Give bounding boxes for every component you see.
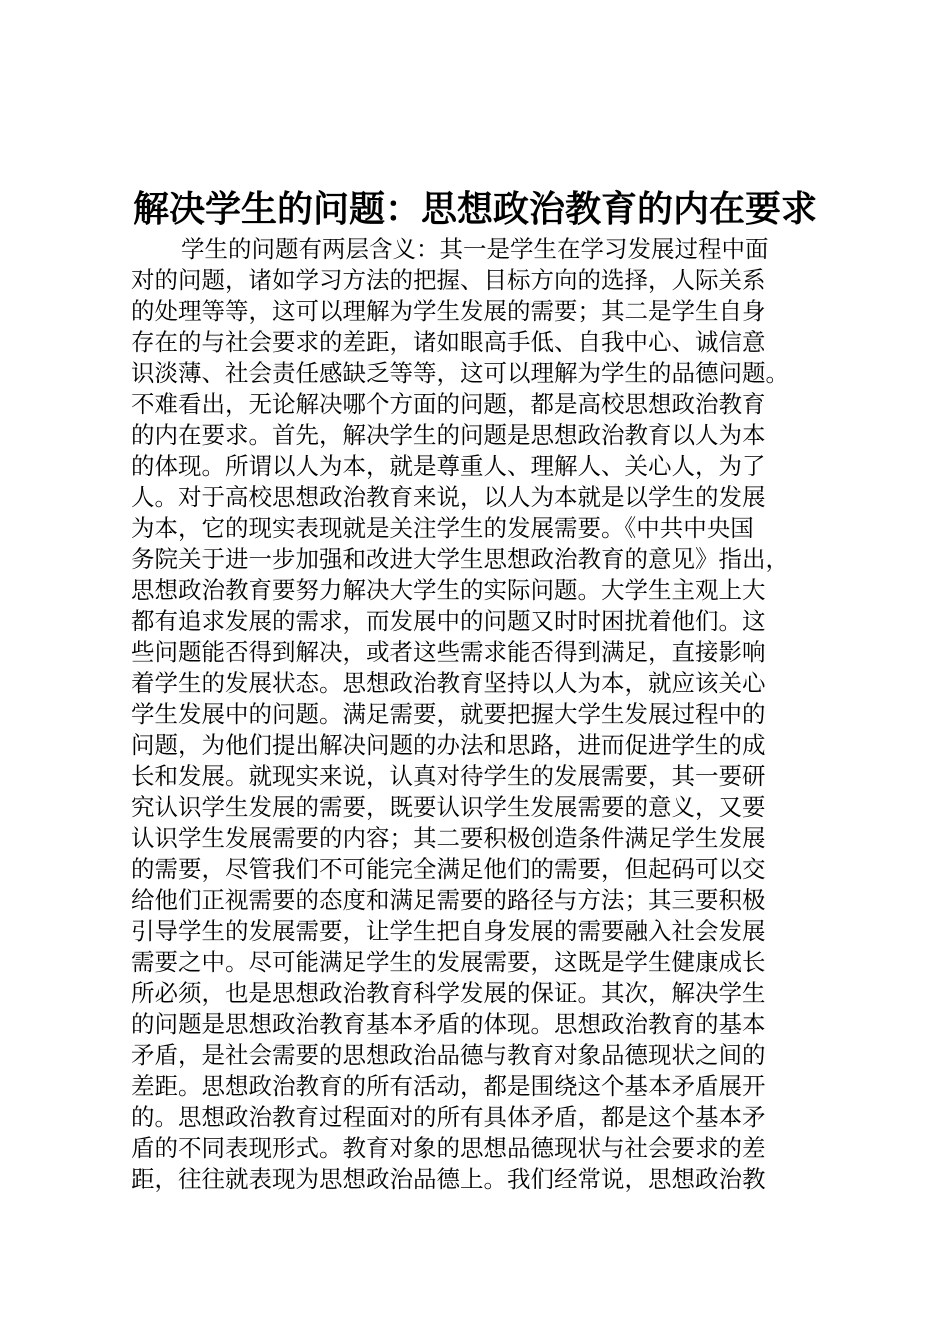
body-text-line: 的体现。所谓以人为本，就是尊重人、理解人、关心人，为了 xyxy=(131,452,766,480)
body-text-line: 些问题能否得到解决，或者这些需求能否得到满足，直接影响 xyxy=(131,638,766,666)
body-text-line: 盾的不同表现形式。教育对象的思想品德现状与社会要求的差 xyxy=(131,1134,766,1162)
body-text-line: 所必须，也是思想政治教育科学发展的保证。其次，解决学生 xyxy=(131,979,766,1007)
document-title: 解决学生的问题：思想政治教育的内在要求 xyxy=(132,188,817,230)
body-text-line: 的问题是思想政治教育基本矛盾的体现。思想政治教育的基本 xyxy=(131,1010,766,1038)
body-text-line: 对的问题，诸如学习方法的把握、目标方向的选择，人际关系 xyxy=(131,266,766,294)
body-text-line: 思想政治教育要努力解决大学生的实际问题。大学生主观上大 xyxy=(131,576,766,604)
body-text-line: 需要之中。尽可能满足学生的发展需要，这既是学生健康成长 xyxy=(131,948,766,976)
body-text-line: 的内在要求。首先，解决学生的问题是思想政治教育以人为本 xyxy=(131,421,766,449)
body-text-line: 学生的问题有两层含义：其一是学生在学习发展过程中面 xyxy=(181,235,769,263)
body-text-line: 识淡薄、社会责任感缺乏等等，这可以理解为学生的品德问题。 xyxy=(131,359,789,387)
body-text-line: 认识学生发展需要的内容；其二要积极创造条件满足学生发展 xyxy=(131,824,766,852)
body-text-line: 的需要，尽管我们不可能完全满足他们的需要，但起码可以交 xyxy=(131,855,766,883)
body-text-line: 存在的与社会要求的差距，诸如眼高手低、自我中心、诚信意 xyxy=(131,328,766,356)
body-text-line: 差距。思想政治教育的所有活动，都是围绕这个基本矛盾展开 xyxy=(131,1072,766,1100)
body-text-line: 给他们正视需要的态度和满足需要的路径与方法；其三要积极 xyxy=(131,886,766,914)
body-text-line: 务院关于进一步加强和改进大学生思想政治教育的意见》指出， xyxy=(131,545,789,573)
body-text-line: 为本，它的现实表现就是关注学生的发展需要。《中共中央国 xyxy=(131,514,754,542)
body-text-line: 究认识学生发展的需要，既要认识学生发展需要的意义，又要 xyxy=(131,793,766,821)
body-text-line: 都有追求发展的需求，而发展中的问题又时时困扰着他们。这 xyxy=(131,607,766,635)
document-body xyxy=(131,234,831,1195)
body-text-line: 矛盾，是社会需要的思想政治品德与教育对象品德现状之间的 xyxy=(131,1041,766,1069)
body-text-line: 学生发展中的问题。满足需要，就要把握大学生发展过程中的 xyxy=(131,700,766,728)
body-text-line: 的。思想政治教育过程面对的所有具体矛盾，都是这个基本矛 xyxy=(131,1103,766,1131)
body-text-line: 的处理等等，这可以理解为学生发展的需要；其二是学生自身 xyxy=(131,297,766,325)
body-text-line: 引导学生的发展需要，让学生把自身发展的需要融入社会发展 xyxy=(131,917,766,945)
body-text-line: 长和发展。就现实来说，认真对待学生的发展需要，其一要研 xyxy=(131,762,766,790)
body-text-line: 距，往往就表现为思想政治品德上。我们经常说，思想政治教 xyxy=(131,1165,766,1193)
body-text-line: 问题，为他们提出解决问题的办法和思路，进而促进学生的成 xyxy=(131,731,766,759)
body-text-line: 不难看出，无论解决哪个方面的问题，都是高校思想政治教育 xyxy=(131,390,766,418)
body-text-line: 人。对于高校思想政治教育来说，以人为本就是以学生的发展 xyxy=(131,483,766,511)
body-text-line: 着学生的发展状态。思想政治教育坚持以人为本，就应该关心 xyxy=(131,669,766,697)
